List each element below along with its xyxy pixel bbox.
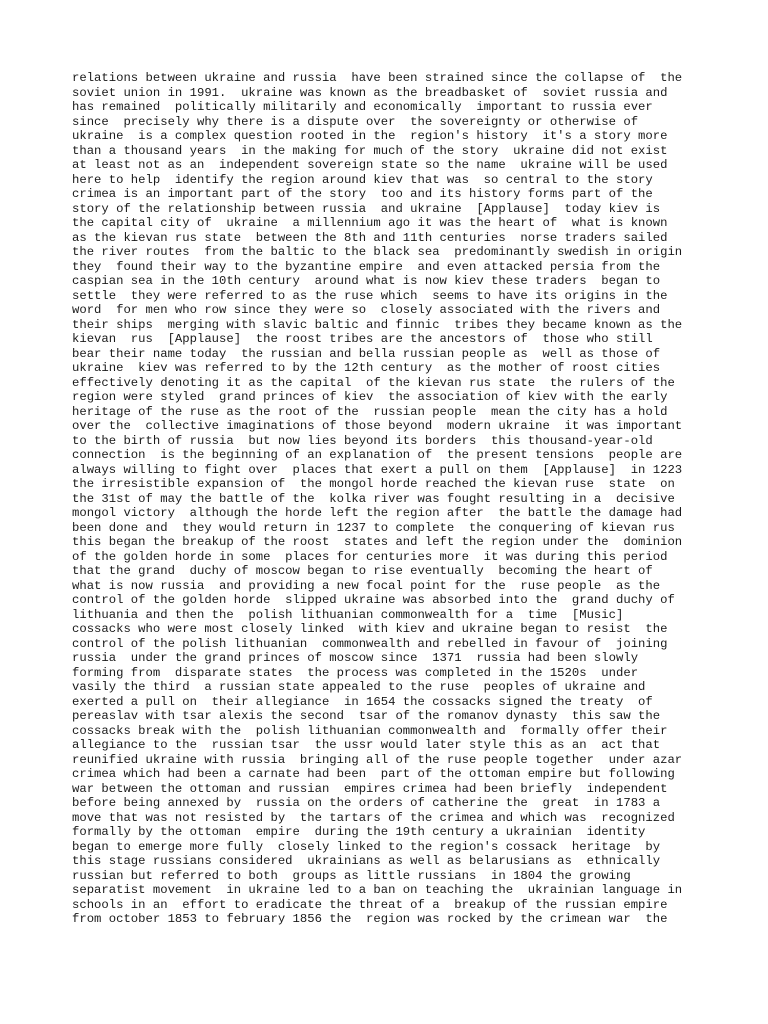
- text-line: settle they were referred to as the ruse which seems to have its origins in the: [72, 288, 668, 303]
- text-line: control of the golden horde slipped ukraine was absorbed into the grand duchy of: [72, 593, 675, 607]
- text-line: russian but referred to both groups as little russians in 1804 the growing: [72, 868, 631, 883]
- text-line: lithuania and then the polish lithuanian commonwealth for a time [Music]: [72, 607, 624, 622]
- text-line: control of the polish lithuanian commonwealth and rebelled in favour of joining: [72, 636, 668, 651]
- text-line: the capital city of ukraine a millennium ago it was the heart of what is known: [72, 216, 668, 230]
- text-line: ukraine kiev was referred to by the 12th century as the mother of roost cities: [72, 361, 661, 375]
- text-line: they found their way to the byzantine empire and even attacked persia from the: [72, 259, 661, 274]
- text-line: of the golden horde in some places for centuries more it was during this period: [72, 549, 668, 564]
- text-line: pereaslav with tsar alexis the second tsar of the romanov dynasty this saw the: [72, 709, 661, 723]
- text-line: word for men who row since they were so closely associated with the rivers and: [72, 303, 661, 317]
- text-line: over the collective imaginations of those beyond modern ukraine it was important: [72, 419, 683, 433]
- text-line: separatist movement in ukraine led to a ban on teaching the ukrainian language in: [72, 883, 683, 897]
- text-line: at least not as an independent sovereign state so the name ukraine will be used: [72, 158, 668, 172]
- text-line: before being annexed by russia on the orders of catherine the great in 1783 a: [72, 796, 661, 810]
- text-line: forming from disparate states the process was completed in the 1520s under: [72, 665, 639, 680]
- text-line: as the kievan rus state between the 8th and 11th centuries norse traders sailed: [72, 230, 668, 245]
- text-line: soviet union in 1991. ukraine was known as the breadbasket of soviet russia and: [72, 85, 668, 100]
- text-line: region were styled grand princes of kiev the association of kiev with the early: [72, 390, 668, 404]
- text-line: allegiance to the russian tsar the ussr would later style this as an act that: [72, 738, 661, 752]
- text-line: bear their name today the russian and bella russian people as well as those of: [72, 346, 661, 361]
- text-line: began to emerge more fully closely linked to the region's cossack heritage by: [72, 839, 661, 854]
- text-line: the irresistible expansion of the mongol horde reached the kievan ruse state on: [72, 477, 675, 491]
- text-line: exerted a pull on their allegiance in 1654 the cossacks signed the treaty of: [72, 694, 653, 709]
- text-line: than a thousand years in the making for much of the story ukraine did not exist: [72, 143, 668, 158]
- text-line: to the birth of russia but now lies beyond its borders this thousand-year-old: [72, 433, 653, 448]
- text-line: relations between ukraine and russia have been strained since the collapse of the: [72, 71, 683, 85]
- text-line: this stage russians considered ukrainians as well as belarusians as ethnically: [72, 854, 661, 868]
- transcript-text-block: [72, 71, 712, 927]
- text-line: mongol victory although the horde left the region after the battle the damage had: [72, 506, 683, 520]
- text-line: move that was not resisted by the tartars of the crimea and which was recognized: [72, 810, 675, 825]
- text-line: their ships merging with slavic baltic and finnic tribes they became known as the: [72, 317, 683, 332]
- text-line: war between the ottoman and russian empires crimea had been briefly independent: [72, 781, 668, 796]
- text-line: this began the breakup of the roost states and left the region under the dominion: [72, 535, 683, 549]
- text-line: vasily the third a russian state appealed to the ruse peoples of ukraine and: [72, 680, 646, 694]
- text-line: formally by the ottoman empire during the 19th century a ukrainian identity: [72, 825, 646, 839]
- text-line: cossacks who were most closely linked with kiev and ukraine began to resist the: [72, 622, 668, 636]
- text-line: connection is the beginning of an explanation of the present tensions people are: [72, 448, 683, 462]
- text-line: what is now russia and providing a new focal point for the ruse people as the: [72, 578, 661, 593]
- text-line: cossacks break with the polish lithuanian commonwealth and formally offer their: [72, 723, 668, 738]
- text-line: the 31st of may the battle of the kolka river was fought resulting in a decisive: [72, 491, 675, 506]
- text-line: schools in an effort to eradicate the threat of a breakup of the russian empire: [72, 897, 668, 912]
- text-line: ukraine is a complex question rooted in the region's history it's a story more: [72, 129, 668, 143]
- text-line: story of the relationship between russia and ukraine [Applause] today kiev is: [72, 201, 661, 216]
- text-line: heritage of the ruse as the root of the russian people mean the city has a hold: [72, 404, 668, 419]
- text-line: russia under the grand princes of moscow since 1371 russia had been slowly: [72, 651, 639, 665]
- text-line: always willing to fight over places that exert a pull on them [Applause] in 1223: [72, 462, 683, 477]
- text-line: crimea which had been a carnate had been part of the ottoman empire but following: [72, 767, 675, 781]
- text-line: caspian sea in the 10th century around what is now kiev these traders began to: [72, 274, 661, 288]
- text-line: been done and they would return in 1237 to complete the conquering of kievan rus: [72, 520, 675, 535]
- text-line: from october 1853 to february 1856 the region was rocked by the crimean war the: [72, 912, 668, 926]
- text-line: the river routes from the baltic to the black sea predominantly swedish in origin: [72, 245, 683, 259]
- text-line: reunified ukraine with russia bringing all of the ruse people together under azar: [72, 752, 683, 767]
- text-line: here to help identify the region around kiev that was so central to the story: [72, 172, 653, 187]
- text-line: since precisely why there is a dispute over the sovereignty or otherwise of: [72, 114, 639, 129]
- text-line: crimea is an important part of the story too and its history forms part of the: [72, 187, 653, 201]
- text-line: that the grand duchy of moscow began to rise eventually becoming the heart of: [72, 564, 653, 578]
- text-line: effectively denoting it as the capital of the kievan rus state the rulers of the: [72, 375, 675, 390]
- text-line: kievan rus [Applause] the roost tribes are the ancestors of those who still: [72, 332, 653, 346]
- text-line: has remained politically militarily and economically important to russia ever: [72, 100, 653, 114]
